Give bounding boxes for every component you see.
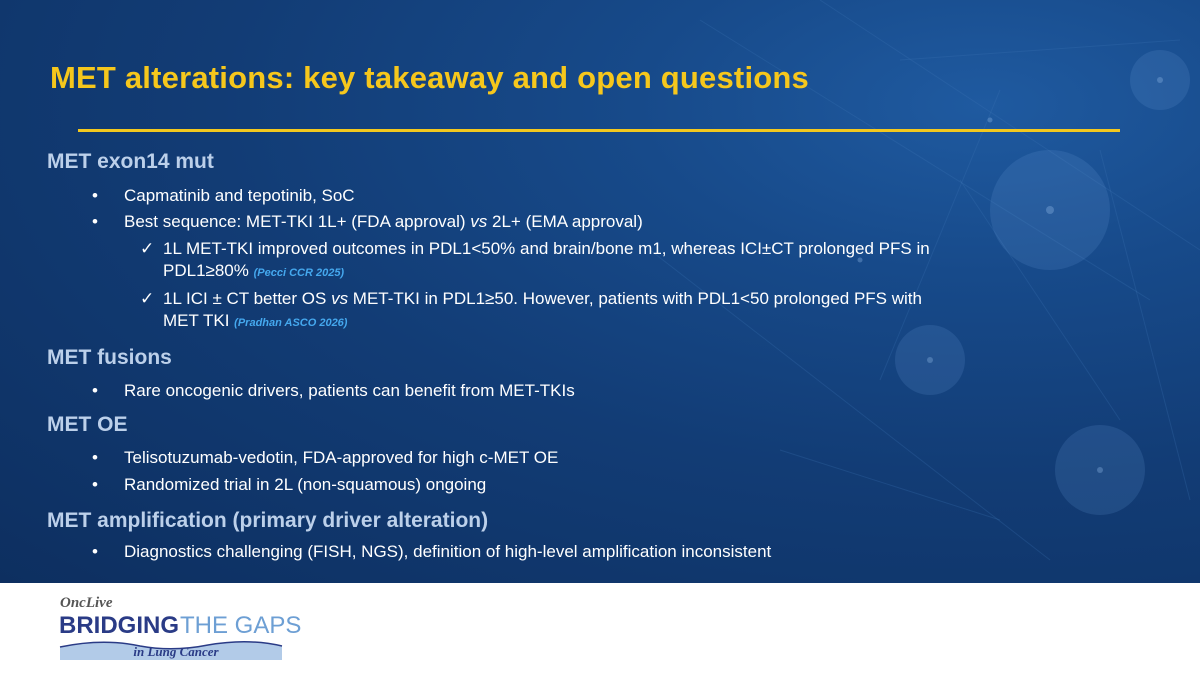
bullet-text: Best sequence: MET-TKI 1L+ (FDA approval) — [124, 212, 471, 231]
bullet-item — [92, 448, 558, 468]
bullet-text: Telisotuzumab-vedotin, FDA-approved for high c-MET OE — [124, 448, 559, 467]
bullet-item — [92, 542, 771, 562]
check-icon: ✓ — [140, 239, 155, 258]
bullet-text: 2L+ (EMA approval) — [487, 212, 643, 231]
bullet-item — [92, 212, 643, 232]
check-text: 1L MET-TKI improved outcomes in PDL1<50% and brain/bone m1, whereas ICI±CT prolonged PFS in — [163, 239, 930, 258]
logo-line1-bridging: BRIDGING — [59, 612, 179, 639]
bullet-text: Rare oncogenic drivers, patients can benefit from MET-TKIs — [124, 381, 575, 400]
check-icon: ✓ — [140, 289, 155, 308]
bullet-marker: • — [92, 542, 98, 561]
bullet-marker: • — [92, 186, 98, 205]
bullet-marker: • — [92, 475, 98, 494]
section-heading-met-exon14: MET exon14 mut — [47, 150, 214, 173]
check-text: MET-TKI in PDL1≥50. However, patients with PDL1<50 prolonged PFS with — [348, 289, 922, 308]
bullet-text: Randomized trial in 2L (non-squamous) ongoing — [124, 475, 487, 494]
check-text-vs: vs — [331, 289, 349, 308]
section-heading-met-oe: MET OE — [47, 413, 128, 436]
bullet-text-vs: vs — [470, 212, 488, 231]
bullet-text: Diagnostics challenging (FISH, NGS), definition of high-level amplification inconsistent — [124, 542, 772, 561]
bullet-item — [92, 381, 575, 401]
section-heading-met-fusions: MET fusions — [47, 346, 172, 369]
bullet-marker: • — [92, 381, 98, 400]
bullet-item — [92, 186, 355, 206]
section-heading-met-amplification: MET amplification (primary driver alteration) — [47, 509, 489, 532]
citation: (Pradhan ASCO 2026) — [234, 317, 348, 329]
bullet-marker: • — [92, 448, 98, 467]
onclive-brand: OncLive — [60, 595, 113, 611]
bullet-item — [92, 475, 486, 495]
check-text: MET TKI — [163, 311, 235, 330]
logo-line1-the-gaps: THE GAPS — [180, 612, 302, 639]
bridging-the-gaps-logo — [58, 590, 302, 670]
logo-line2: in Lung Cancer — [133, 644, 219, 659]
check-text: PDL1≥80% — [163, 261, 254, 280]
slide-title: MET alterations: key takeaway and open questions — [50, 60, 809, 95]
check-text: 1L ICI ± CT better OS — [163, 289, 332, 308]
bullet-marker: • — [92, 212, 98, 231]
citation: (Pecci CCR 2025) — [253, 267, 345, 279]
footer-bar — [0, 583, 1200, 673]
bullet-text: Capmatinib and tepotinib, SoC — [124, 186, 355, 205]
